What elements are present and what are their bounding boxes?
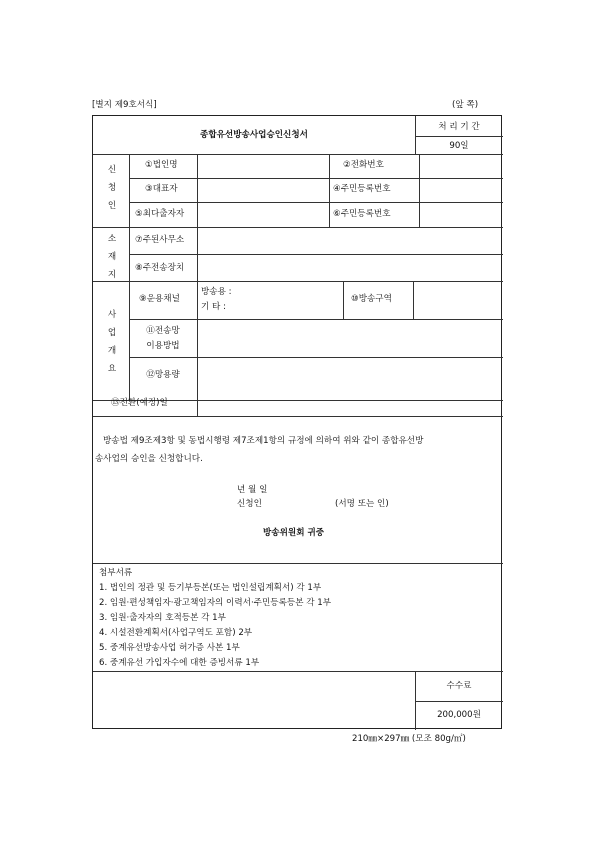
divider	[129, 254, 503, 255]
divider	[129, 319, 503, 320]
fee-amount: 200,000원	[437, 710, 481, 720]
divider	[93, 671, 503, 672]
processing-period-value: 90일	[449, 141, 469, 151]
divider	[415, 116, 416, 154]
divider	[343, 281, 344, 319]
application-date: 년 월 일	[237, 485, 268, 495]
divider	[197, 154, 198, 227]
attachment-item: 5. 중계유선방송사업 허가증 사본 1부	[99, 643, 240, 653]
form-title: 종합유선방송사업승인신청서	[200, 130, 308, 140]
page-side-label: (앞 쪽)	[452, 100, 479, 110]
divider	[197, 400, 198, 416]
phone-label: ②전화번호	[343, 160, 384, 170]
divider	[93, 416, 503, 417]
divider	[93, 281, 503, 282]
fee-label: 수수료	[446, 681, 472, 691]
headend-label: ⑧주전송장치	[135, 263, 185, 273]
other-channels-label: 기 타 :	[201, 302, 226, 312]
divider	[129, 357, 503, 358]
attachment-item: 3. 임원·출자자의 호적등본 각 1부	[99, 613, 226, 623]
divider	[329, 154, 330, 227]
divider	[415, 136, 503, 137]
applicant-signature-label: 신청인	[237, 499, 262, 509]
signature-placeholder: (서명 또는 인)	[335, 499, 389, 509]
attachment-item: 1. 법인의 정관 및 등기부등본(또는 법인설립계획서) 각 1부	[99, 583, 322, 593]
divider	[129, 154, 130, 400]
applicant-section-label: 신청인	[107, 165, 117, 211]
divider	[93, 154, 503, 155]
divider	[129, 202, 503, 203]
network-method-label-line2: 이용방법	[146, 341, 180, 351]
divider	[419, 154, 420, 227]
representative-label: ③대표자	[145, 184, 178, 194]
attachment-item: 4. 시설전환계획서(사업구역도 포함) 2부	[99, 628, 253, 638]
divider	[93, 563, 503, 564]
divider	[197, 281, 198, 400]
attachment-item: 2. 임원·편성책임자·광고책임자의 이력서·주민등록등본 각 1부	[99, 598, 332, 608]
divider	[129, 178, 503, 179]
statement-line-2: 송사업의 승인을 신청합니다.	[95, 454, 203, 464]
broadcast-channels-label: 방송용 :	[201, 287, 232, 297]
attachment-item: 6. 중계유선 가입자수에 대한 증빙서류 1부	[99, 658, 260, 668]
attachments-title: 첨부서류	[99, 568, 133, 578]
recipient: 방송위원회 귀중	[263, 528, 325, 538]
location-section-label: 소재지	[107, 234, 117, 280]
transition-date-label: ⑬전환(예정)일	[111, 398, 168, 408]
business-section-label: 사업개요	[107, 310, 117, 374]
paper-spec: 210㎜×297㎜ (모조 80g/㎡)	[352, 734, 466, 744]
largest-investor-label: ⑤최다출자자	[135, 209, 185, 219]
rrn-label-1: ④주민등록번호	[333, 184, 391, 194]
main-office-label: ⑦주된사무소	[135, 235, 185, 245]
application-form	[92, 115, 502, 729]
statement-line-1: 방송법 제9조제3항 및 동법시행령 제7조제1항의 규정에 의하여 위와 같이 종합유선방	[103, 436, 424, 446]
divider	[93, 227, 503, 228]
network-capacity-label: ⑫망용량	[146, 370, 180, 380]
corp-name-label: ①법인명	[145, 160, 178, 170]
broadcast-area-label: ⑩방송구역	[351, 294, 392, 304]
form-number: [별지 제9호서식]	[92, 100, 157, 110]
rrn-label-2: ⑥주민등록번호	[333, 209, 391, 219]
divider	[415, 701, 503, 702]
channels-label: ⑨운용채널	[139, 294, 180, 304]
network-method-label-line1: ⑪전송망	[146, 326, 180, 336]
processing-period-label: 처 리 기 간	[438, 122, 480, 132]
divider	[413, 281, 414, 319]
divider	[197, 227, 198, 281]
